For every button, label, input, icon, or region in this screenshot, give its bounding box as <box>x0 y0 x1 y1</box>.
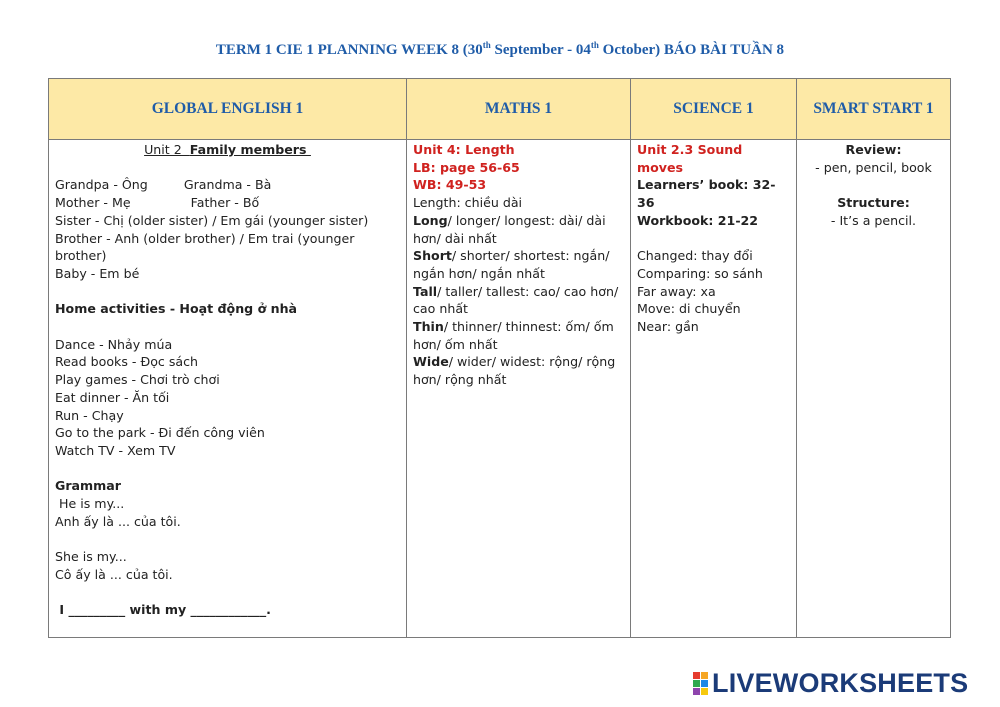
maths-item <box>413 247 624 282</box>
maths-forms: / taller/ tallest: cao/ cao hơn/ cao nhất <box>413 283 619 317</box>
title-superscript: th <box>482 40 491 50</box>
activity-item: Run - Chạy <box>55 407 124 423</box>
home-activities-heading: Home activities - Hoạt động ở nhà <box>55 301 298 317</box>
title-text: TERM 1 CIE 1 PLANNING WEEK 8 (30 <box>215 42 483 58</box>
blank-line <box>55 460 400 478</box>
planning-table <box>48 78 951 638</box>
blank-line <box>55 530 400 548</box>
page-title <box>0 40 1000 59</box>
family-line <box>55 194 400 212</box>
maths-forms: / longer/ longest: dài/ dài hơn/ dài nhất <box>413 212 606 246</box>
logo-text: LIVEWORKSHEETS <box>712 667 969 698</box>
english-unit-label: Unit 2 <box>144 142 190 157</box>
blank-line <box>55 283 400 301</box>
activity-item: Eat dinner - Ăn tối <box>55 389 170 405</box>
structure-heading: Structure: <box>837 195 910 211</box>
family-word: Mother - Mẹ <box>55 195 191 211</box>
fill-blank-sentence: I _________ with my ____________. <box>55 602 271 618</box>
english-unit-line <box>55 141 400 159</box>
activity-item: Dance - Nhảy múa <box>55 336 173 352</box>
title-text: September - 04 <box>490 42 591 58</box>
header-science: SCIENCE 1 <box>631 79 797 140</box>
logo-mark-icon <box>693 672 708 695</box>
blank-line <box>55 159 400 177</box>
grammar-line: Anh ấy là ... của tôi. <box>55 513 181 529</box>
science-lb: Learners’ book: 32-36 <box>637 177 776 211</box>
science-unit: Unit 2.3 Sound moves <box>637 142 747 175</box>
grammar-line: Cô ấy là ... của tôi. <box>55 566 173 582</box>
grammar-line: She is my... <box>55 549 127 565</box>
review-heading: Review: <box>845 142 902 157</box>
maths-forms: / wider/ widest: rộng/ rộng hơn/ rộng nhất <box>413 354 616 388</box>
science-wb: Workbook: 21-22 <box>637 212 759 228</box>
maths-word: Tall <box>413 283 438 299</box>
science-vocab: Changed: thay đổi <box>637 248 753 264</box>
english-cell <box>49 140 407 638</box>
title-text: October) BÁO BÀI TUẦN 8 <box>598 42 785 58</box>
family-line <box>55 176 400 194</box>
content-row <box>49 140 951 638</box>
family-word: Father - Bố <box>190 195 260 211</box>
science-vocab: Move: di chuyển <box>637 301 741 317</box>
science-vocab: Comparing: so sánh <box>637 265 763 281</box>
grammar-heading: Grammar <box>55 478 122 494</box>
science-vocab: Far away: xa <box>637 283 716 299</box>
header-row <box>49 79 951 140</box>
blank-line <box>803 176 944 194</box>
activity-item: Read books - Đọc sách <box>55 354 199 370</box>
header-smart-start: SMART START 1 <box>797 79 951 140</box>
maths-cell <box>407 140 631 638</box>
review-items: - pen, pencil, book <box>815 159 932 175</box>
maths-word: Thin <box>413 319 444 335</box>
family-line: Brother - Anh (older brother) / Em trai (younger brother) <box>55 230 359 264</box>
activity-item: Go to the park - Đi đến công viên <box>55 425 265 441</box>
maths-wb: WB: 49-53 <box>413 177 487 193</box>
title-superscript: th <box>590 40 599 50</box>
grammar-line: He is my... <box>55 496 125 511</box>
activity-item: Watch TV - Xem TV <box>55 442 176 458</box>
maths-word: Wide <box>413 354 449 370</box>
blank-line <box>637 230 790 248</box>
science-cell <box>631 140 797 638</box>
liveworksheets-logo <box>693 668 968 698</box>
smart-start-cell <box>797 140 951 638</box>
blank-line <box>55 584 400 602</box>
structure-example: - It’s a pencil. <box>830 212 917 228</box>
blank-line <box>55 318 400 336</box>
maths-word: Short <box>413 248 452 264</box>
maths-unit: Unit 4: Length <box>413 142 515 157</box>
header-maths: MATHS 1 <box>407 79 631 140</box>
english-unit-title: Family members <box>189 142 311 157</box>
header-global-english: GLOBAL ENGLISH 1 <box>49 79 407 140</box>
maths-forms: / thinner/ thinnest: ốm/ ốm hơn/ ốm nhất <box>413 319 614 352</box>
family-word: Grandma - Bà <box>183 177 272 193</box>
family-line: Baby - Em bé <box>55 265 140 281</box>
maths-forms: / shorter/ shortest: ngắn/ ngắn hơn/ ngắn nhất <box>413 248 610 281</box>
maths-item <box>413 283 624 318</box>
family-line: Sister - Chị (older sister) / Em gái (younger sister) <box>55 212 369 228</box>
family-word: Grandpa - Ông <box>55 177 184 193</box>
maths-item <box>413 212 624 247</box>
maths-lb: LB: page 56-65 <box>413 159 520 175</box>
maths-item <box>413 353 624 388</box>
science-vocab: Near: gần <box>637 319 699 335</box>
maths-item <box>413 318 624 353</box>
activity-item: Play games - Chơi trò chơi <box>55 372 220 388</box>
maths-length: Length: chiều dài <box>413 195 523 211</box>
maths-word: Long <box>413 212 448 228</box>
